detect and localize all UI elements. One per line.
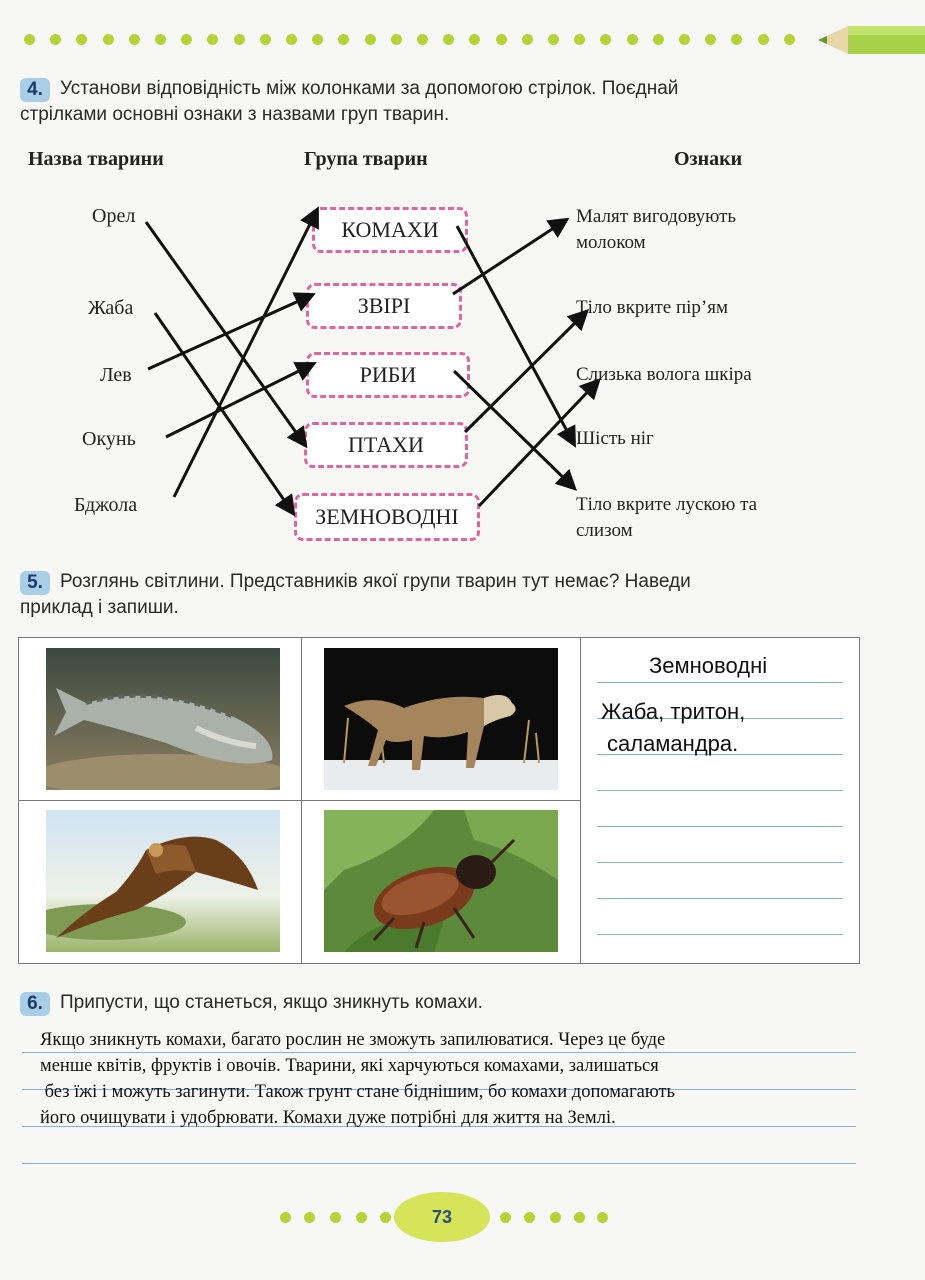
answer-line	[597, 826, 843, 827]
answer-text-line: Якщо зникнуть комахи, багато рослин не зможуть запилюватися. Через це буде	[40, 1030, 666, 1050]
photo-grid	[18, 637, 860, 964]
answer-text-line: його очищувати і удобрювати. Комахи дуже потрібні для життя на Землі.	[40, 1108, 616, 1128]
feature-milk-line2: молоком	[576, 232, 646, 253]
decor-dot	[280, 1212, 291, 1223]
arrow-insects-sixlegs	[457, 226, 574, 444]
feature-scales-line2: слизом	[576, 520, 633, 541]
answer-text-line: менше квітів, фруктів і овочів. Тварини, які харчуються комахами, залишаться	[40, 1056, 659, 1076]
task-6-text: Припусти, що станеться, якщо зникнуть комахи.	[60, 992, 483, 1013]
decor-dot	[597, 1212, 608, 1223]
group-birds: ПТАХИ	[304, 422, 468, 468]
animal-perch: Окунь	[82, 428, 136, 450]
group-mammals: ЗВІРІ	[306, 283, 462, 329]
header-animals: Назва тварини	[28, 148, 164, 170]
decor-dot	[500, 1212, 511, 1223]
animal-frog: Жаба	[88, 297, 134, 319]
task-4-text-line2: стрілками основні ознаки з назвами груп тварин.	[20, 104, 450, 125]
group-fish: РИБИ	[306, 352, 470, 398]
answer-group-name: Земноводні	[649, 653, 768, 678]
answer-line	[597, 862, 843, 863]
decor-dot	[304, 1212, 315, 1223]
photo-sturgeon	[46, 648, 280, 790]
task-4-text-line1: Установи відповідність між колонками за допомогою стрілок. Поєднай	[60, 78, 679, 99]
arrow-frog-amphibians	[155, 313, 293, 513]
answer-line	[597, 898, 843, 899]
feature-six-legs: Шість ніг	[576, 428, 654, 449]
feature-moist-skin: Слизька волога шкіра	[576, 364, 752, 385]
decor-dot	[356, 1212, 367, 1223]
page-number: 73	[394, 1192, 490, 1242]
decor-dot	[550, 1212, 561, 1223]
task-5-text-line1: Розглянь світлини. Представників якої групи тварин тут немає? Наведи	[60, 571, 691, 592]
answer-line	[597, 790, 843, 791]
decor-dot	[330, 1212, 341, 1223]
feature-scales-line1: Тіло вкрите лускою та	[576, 494, 758, 515]
feature-feathers: Тіло вкрите пір’ям	[576, 297, 729, 318]
answer-text-line: без їжі і можуть загинути. Також грунт стане біднішим, бо комахи допомагають	[40, 1082, 675, 1102]
matching-arrows	[0, 0, 925, 600]
group-insects: КОМАХИ	[312, 207, 468, 253]
animal-eagle: Орел	[92, 205, 136, 227]
decor-dot	[524, 1212, 535, 1223]
grid-divider	[19, 800, 581, 801]
task-5-number: 5.	[20, 571, 50, 595]
group-amphibians: ЗЕМНОВОДНІ	[294, 493, 480, 541]
arrow-mammals-milk	[453, 220, 566, 294]
answer-line	[597, 934, 843, 935]
animal-bee: Бджола	[74, 494, 138, 516]
answer-line	[22, 1163, 856, 1164]
animal-lion: Лев	[100, 364, 132, 386]
answer-examples-line2: саламандра.	[607, 731, 739, 756]
arrow-bee-insects	[174, 210, 317, 497]
task-4-number: 4.	[20, 78, 50, 102]
header-groups: Група тварин	[304, 148, 428, 170]
header-features: Ознаки	[674, 148, 743, 170]
decor-dot	[380, 1212, 391, 1223]
task-6-number: 6.	[20, 992, 50, 1016]
answer-examples-line1: Жаба, тритон,	[601, 699, 746, 724]
photo-beetle	[324, 810, 558, 952]
decor-dot	[574, 1212, 585, 1223]
arrow-lion-mammals	[148, 295, 312, 369]
task-6-answer	[40, 1027, 870, 1131]
photo-wolf	[324, 648, 558, 790]
task-5-text-line2: приклад і запиши.	[20, 597, 179, 618]
feature-milk-line1: Малят вигодовують	[576, 206, 737, 227]
photo-eagle	[46, 810, 280, 952]
answer-line	[597, 682, 843, 683]
